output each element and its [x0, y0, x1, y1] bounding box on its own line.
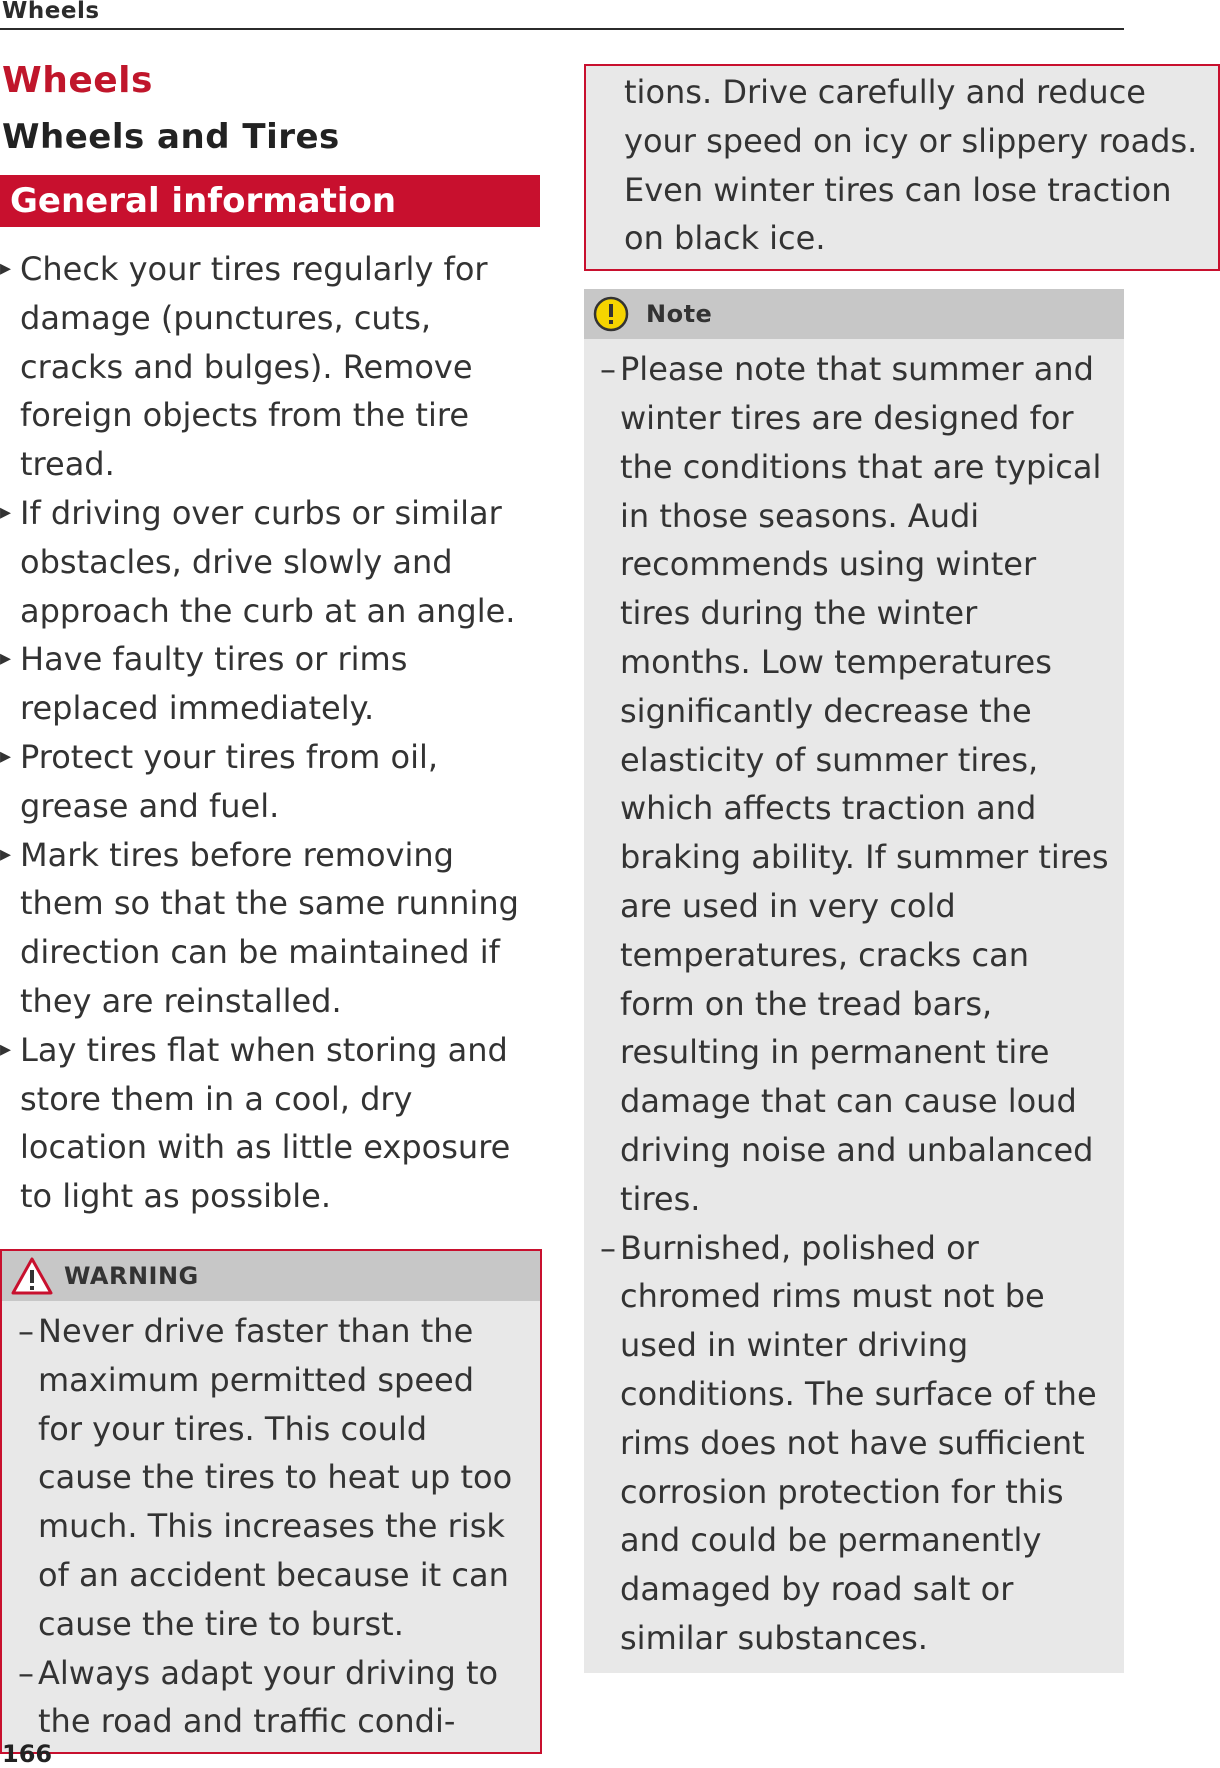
list-item: – Never drive faster than the maximum permitted speed for your tires. This could cause the tires to heat up too much. This increases the risk of an accident because it can cause the tire to burst. [18, 1307, 524, 1649]
warning-list [18, 1307, 524, 1746]
list-item: ▸ Mark tires before removing them so that the same running direction can be maintained if they are reinstalled. [0, 831, 540, 1026]
general-information-heading: General information [0, 175, 540, 227]
section-title: Wheels [2, 60, 153, 101]
right-column [584, 64, 1198, 1673]
warning-header [2, 1251, 540, 1301]
running-header-title: Wheels [2, 0, 100, 24]
note-list [600, 345, 1110, 1663]
list-item: – Always adapt your driving to the road and traffic condi- [18, 1649, 524, 1747]
list-item: ▸ If driving over curbs or similar obstacles, drive slowly and approach the curb at an angle. [0, 489, 540, 635]
general-information-list [0, 245, 540, 1221]
list-item: ▸ Have faulty tires or rims replaced immediately. [0, 635, 540, 733]
sub-title: Wheels and Tires [2, 117, 340, 157]
left-column [0, 60, 540, 1754]
page-number: 166 [2, 1740, 53, 1768]
list-item: ▸ Protect your tires from oil, grease and fuel. [0, 733, 540, 831]
warning-box [0, 1249, 542, 1754]
note-box [584, 289, 1124, 1673]
warning-continued-box [584, 64, 1220, 271]
warning-continued-text: tions. Drive carefully and reduce your speed on icy or slippery roads. Even winter tires can lose traction on black ice. [624, 73, 1198, 258]
list-item: ▸ Lay tires flat when storing and store them in a cool, dry location with as little exposure to light as possible. [0, 1026, 540, 1221]
note-label: Note [646, 300, 713, 329]
running-header [0, 0, 1124, 30]
list-item: – Burnished, polished or chromed rims must not be used in winter driving conditions. The surface of the rims does not have sufficient corrosion protection for this and could be permanently damaged by road salt or similar substances. [600, 1224, 1110, 1663]
note-header [584, 289, 1124, 339]
exclamation-circle-icon [592, 295, 630, 333]
warning-triangle-icon [10, 1256, 54, 1296]
list-item: ▸ Check your tires regularly for damage (punctures, cuts, cracks and bulges). Remove foreign objects from the tire tread. [0, 245, 540, 489]
warning-label: WARNING [64, 1261, 199, 1290]
list-item: – Please note that summer and winter tires are designed for the conditions that are typical in those seasons. Audi recommends using winter tires during the winter months. Low temperatures significantly decrease the elasticity of summer tires, which affects traction and braking ability. If summer tires are used in very cold temperatures, cracks can form on the tread bars, resulting in permanent tire damage that can cause loud driving noise and unbalanced tires. [600, 345, 1110, 1223]
